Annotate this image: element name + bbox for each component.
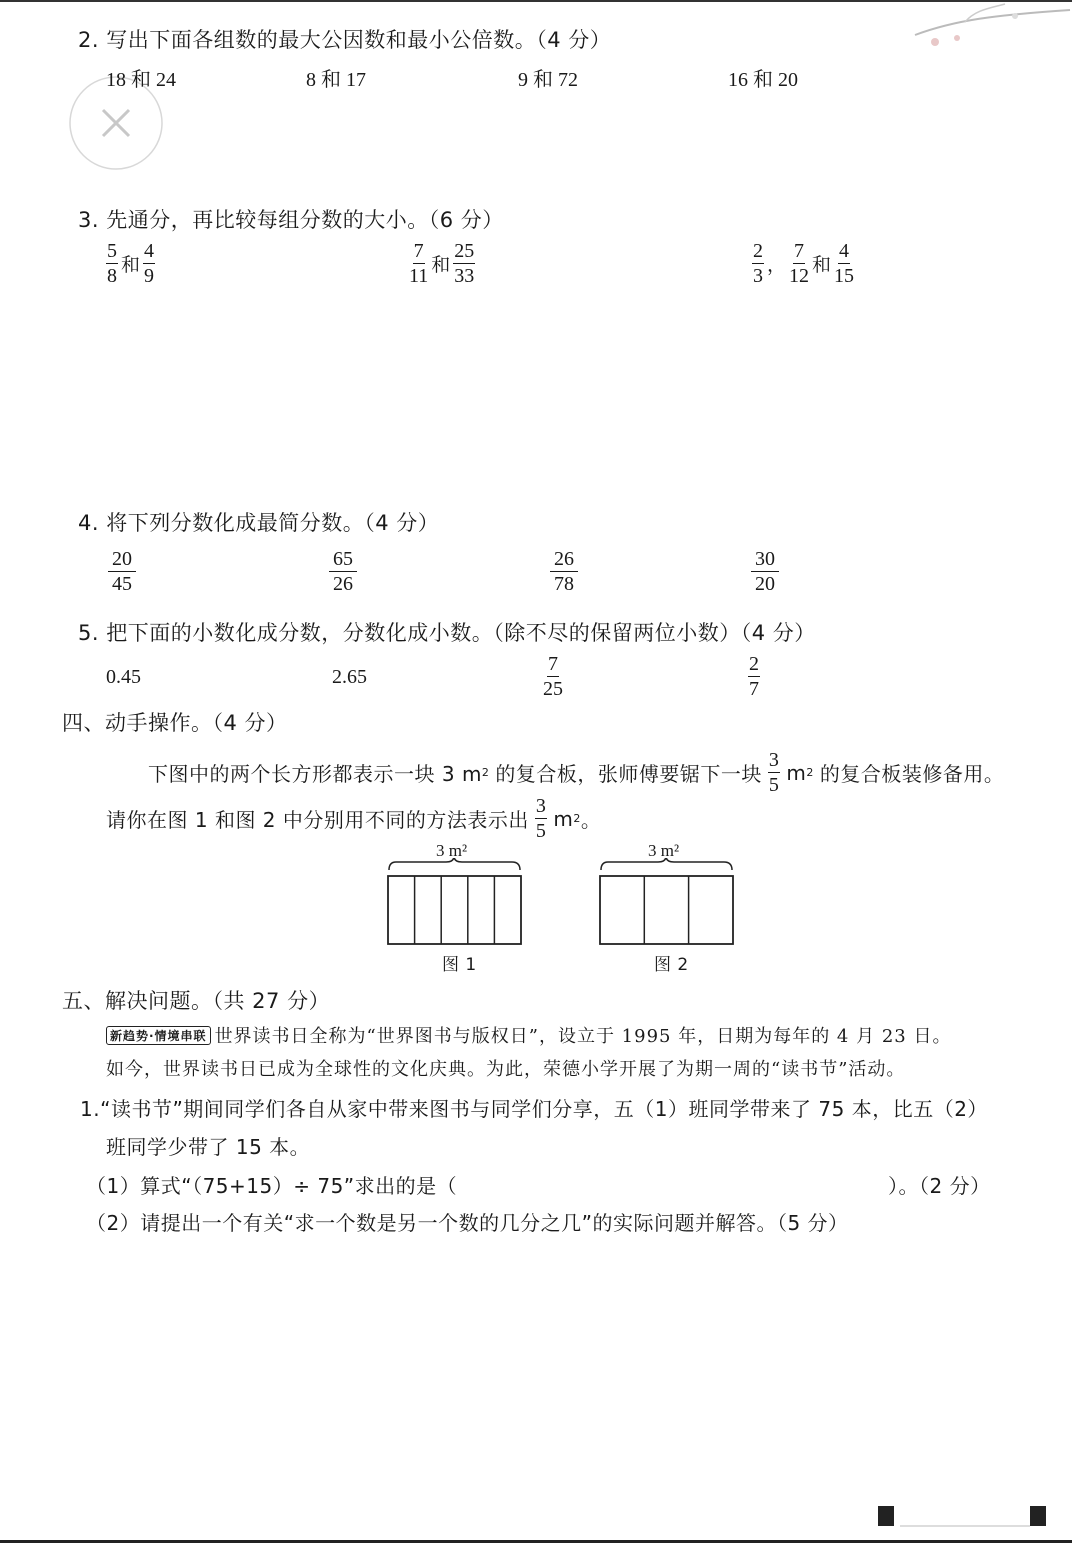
s5-question-1-line-1: 1.“读书节”期间同学们各自从家中带来图书与同学们分享，五（1）班同学带来了 75 本，比五（2）: [80, 1097, 988, 1121]
fraction: $\frac{7}{12}$: [789, 240, 810, 287]
section-5-title: 五、解决问题。（共 27 分）: [62, 989, 331, 1013]
figure-1-caption: 图 1: [442, 955, 477, 975]
branch-decoration-icon: [895, 0, 1072, 60]
q5-fraction-2: $\frac{2}{7}$: [749, 653, 759, 700]
fraction: $\frac{3}{5}$: [768, 749, 780, 796]
s5-sub-question-1: （1）算式“（75+15）÷ 75”求出的是（: [86, 1174, 458, 1198]
fraction: $\frac{4}{9}$: [144, 240, 155, 287]
q4-fraction-4: $\frac{30}{20}$: [751, 549, 779, 594]
fraction: $\frac{25}{33}$: [454, 240, 475, 287]
s5-question-1-line-2: 班同学少带了 15 本。: [106, 1135, 311, 1159]
figure-1-label: 3 m²: [436, 841, 468, 860]
q3-group-3: $\frac{2}{3}$ ， $\frac{7}{12}$ 和 $\frac{4}{15}$: [753, 240, 855, 287]
answer-area[interactable]: [86, 1245, 1016, 1525]
q5-fraction-1: $\frac{7}{25}$: [543, 653, 563, 700]
fraction: $\frac{5}{8}$: [107, 240, 117, 287]
figure-2-rectangle: [600, 876, 733, 944]
q2-title: 2. 写出下面各组数的最大公因数和最小公倍数。（4 分）: [78, 28, 612, 52]
q4-fraction-2: $\frac{65}{26}$: [329, 549, 357, 594]
bottom-border: [0, 1540, 1072, 1543]
q2-item-3: 9 和 72: [518, 69, 578, 91]
q4-fraction-1: $\frac{20}{45}$: [108, 549, 136, 594]
section-4-paragraph-1: 下图中的两个长方形都表示一块 3 m 2 的复合板，张师傅要锯下一块 $\frac{3}{5}$ m 2 的复合板装修备用。: [148, 749, 1005, 796]
q5-title: 5. 把下面的小数化成分数，分数化成小数。（除不尽的保留两位小数）（4 分）: [78, 621, 816, 645]
q4-fraction-3: $\frac{26}{78}$: [550, 549, 578, 594]
s5-sub-question-2: （2）请提出一个有关“求一个数是另一个数的几分之几”的实际问题并解答。（5 分）: [86, 1211, 849, 1235]
figure-2-label: 3 m²: [648, 841, 680, 860]
q4-title: 4. 将下列分数化成最简分数。（4 分）: [78, 511, 440, 535]
q3-group-1: $\frac{5}{8}$ 和 $\frac{4}{9}$: [107, 240, 155, 287]
q2-item-2: 8 和 17: [306, 69, 366, 91]
q2-item-4: 16 和 20: [728, 69, 798, 91]
figure-1-diagram: [384, 858, 526, 948]
fraction: $\frac{7}{11}$: [409, 240, 429, 287]
section-5-intro-line-1: 新趋势·情境串联 世界读书日全称为“世界图书与版权日”，设立于 1995 年，日期为每年的 4 月 23 日。: [106, 1022, 951, 1048]
q2-item-1: 18 和 24: [106, 69, 176, 91]
trend-badge: 新趋势·情境串联: [106, 1026, 211, 1045]
section-5-intro-line-2: 如今，世界读书日已成为全球性的文化庆典。为此，荣德小学开展了为期一周的“读书节”活动。: [106, 1059, 906, 1080]
figure-1-brace: [389, 858, 520, 870]
fraction: $\frac{2}{3}$: [753, 240, 763, 287]
scan-marks-icon: [870, 1500, 1050, 1540]
fraction: $\frac{4}{15}$: [834, 240, 855, 287]
q3-group-2: $\frac{7}{11}$ 和 $\frac{25}{33}$: [409, 240, 475, 287]
q5-decimal-2: 2.65: [332, 666, 367, 688]
q5-decimal-1: 0.45: [106, 666, 141, 688]
fraction: $\frac{3}{5}$: [535, 795, 547, 842]
figure-2-caption: 图 2: [654, 955, 689, 975]
figure-1-rectangle: [388, 876, 521, 944]
figure-2-brace: [601, 858, 732, 870]
section-4-title: 四、动手操作。（4 分）: [62, 711, 288, 735]
figure-2-diagram: [596, 858, 738, 948]
s5-sub-question-1-end: ）。（2 分）: [888, 1174, 991, 1198]
answer-blank[interactable]: [455, 1172, 885, 1196]
section-4-paragraph-2: 请你在图 1 和图 2 中分别用不同的方法表示出 $\frac{3}{5}$ m 2 。: [106, 795, 602, 842]
q3-title: 3. 先通分，再比较每组分数的大小。（6 分）: [78, 208, 504, 232]
